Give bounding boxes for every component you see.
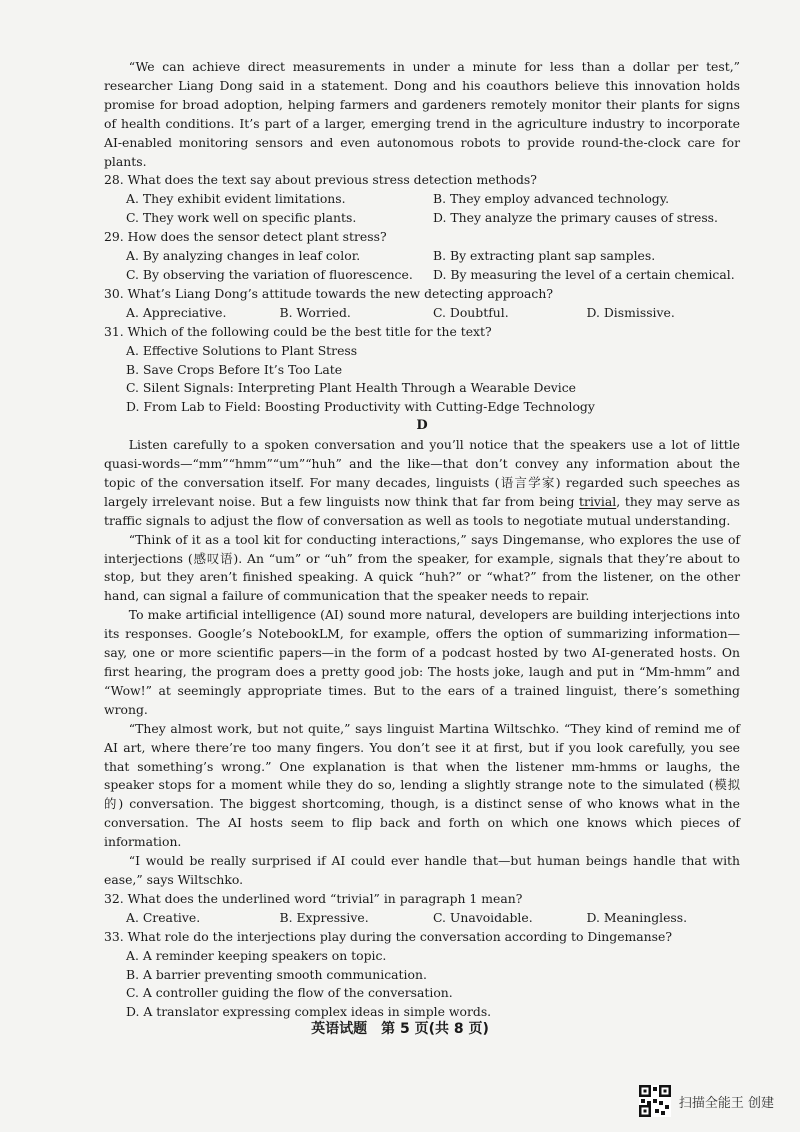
q32-option-b: B. Expressive. bbox=[279, 909, 369, 925]
q30-option-d: D. Dismissive. bbox=[586, 304, 675, 320]
q31-option-b: B. Save Crops Before It’s Too Late bbox=[126, 361, 343, 377]
q33-option-d: D. A translator expressing complex ideas in simple words. bbox=[126, 1004, 492, 1020]
q29-option-c: C. By observing the variation of fluorescence. bbox=[126, 266, 413, 282]
q28-option-d: D. They analyze the primary causes of stress. bbox=[433, 210, 718, 226]
section-d-paragraph-4: “They almost work, but not quite,” says linguist Martina Wiltschko. “They kind of remind me of AI art, where there’re too many fingers. You don’t see it at first, but if you look carefully, you see that something’s wrong.” One explanation is that when the listener mm-hmms or laughs, the speaker stops for a moment while they do so, lending a slightly strange note to the simulated (模拟的) conversation. The biggest shortcoming, though, is a distinct sense of who knows what in the conversation. The AI hosts seem to flip back and forth on which one knows which pieces of information. bbox=[104, 720, 740, 850]
q28-option-a: A. They exhibit evident limitations. bbox=[126, 191, 346, 207]
q32-option-a: A. Creative. bbox=[126, 909, 201, 925]
section-d-paragraph-1 bbox=[104, 436, 740, 531]
p1-text-after: , they may serve as traffic signals to adjust the flow of conversation as well as tools to negotiate mutual understanding. bbox=[104, 493, 740, 528]
p1-text-before: Listen carefully to a spoken conversation and you’ll notice that the speakers use a lot of little quasi-words—“mm”“hmm”“um”“huh” and the like—that don’t convey any information about the topic of the conversation itself. For many decades, linguists (语言学家) regarded such speeches as largely irrelevant noise. But a few linguists now think that far from being bbox=[104, 437, 740, 509]
q29-option-b: B. By extracting plant sap samples. bbox=[433, 248, 656, 264]
scanner-watermark bbox=[639, 1085, 774, 1117]
section-d-paragraph-3: To make artificial intelligence (AI) sound more natural, developers are building interjections into its responses. Google’s NotebookLM, for example, offers the option of summarizing information—say, one or more scientific papers—in the form of a podcast hosted by two AI-generated hosts. On first hearing, the program does a pretty good job: The hosts joke, laugh and put in “Mm-hmm” and “Wow!” at seemingly appropriate times. But to the ears of a trained linguist, there’s something wrong. bbox=[104, 607, 740, 717]
question-31-options bbox=[104, 342, 740, 418]
q31-option-c: C. Silent Signals: Interpreting Plant Health Through a Wearable Device bbox=[126, 380, 577, 396]
section-d-paragraph-2: “Think of it as a tool kit for conducting interactions,” says Dingemanse, who explores the use of interjections (感叹语). An “um” or “uh” from the speaker, for example, signals that they’re about to stop, but they aren’t finished speaking. A quick “huh?” or “what?” from the listener, on the other hand, can signal a failure of communication that the speaker needs to repair. bbox=[104, 531, 740, 604]
q33-option-a: A. A reminder keeping speakers on topic. bbox=[126, 947, 387, 963]
q31-option-a: A. Effective Solutions to Plant Stress bbox=[126, 342, 358, 358]
section-d-heading: D bbox=[416, 418, 428, 434]
q32-option-d: D. Meaningless. bbox=[586, 909, 688, 925]
question-33-options bbox=[104, 947, 740, 1023]
question-29-stem: 29. How does the sensor detect plant stress? bbox=[104, 229, 387, 245]
underlined-word-trivial: trivial bbox=[579, 493, 617, 509]
question-30-stem: 30. What’s Liang Dong’s attitude towards the new detecting approach? bbox=[104, 285, 553, 301]
q29-option-a: A. By analyzing changes in leaf color. bbox=[126, 248, 361, 264]
q30-option-c: C. Doubtful. bbox=[433, 304, 509, 320]
question-30-options bbox=[104, 304, 740, 323]
q31-option-d: D. From Lab to Field: Boosting Productivity with Cutting-Edge Technology bbox=[126, 399, 595, 415]
watermark-text: 扫描全能王 创建 bbox=[678, 1095, 774, 1111]
question-28-options bbox=[104, 190, 740, 228]
qr-code-icon bbox=[639, 1085, 671, 1117]
q32-option-c: C. Unavoidable. bbox=[433, 909, 533, 925]
question-32-options bbox=[104, 909, 740, 928]
question-28-stem: 28. What does the text say about previous stress detection methods? bbox=[104, 172, 537, 188]
page-content bbox=[104, 58, 740, 1022]
section-d-paragraph-5: “I would be really surprised if AI could ever handle that—but human beings handle that with ease,” says Wiltschko. bbox=[104, 853, 740, 887]
question-31-stem: 31. Which of the following could be the best title for the text? bbox=[104, 323, 492, 339]
q30-option-b: B. Worried. bbox=[279, 304, 351, 320]
q33-option-c: C. A controller guiding the flow of the conversation. bbox=[126, 985, 453, 1001]
question-29-options bbox=[104, 247, 740, 285]
q28-option-c: C. They work well on specific plants. bbox=[126, 210, 357, 226]
question-33-stem: 33. What role do the interjections play during the conversation according to Dingemanse? bbox=[104, 928, 672, 944]
q33-option-b: B. A barrier preventing smooth communication. bbox=[126, 966, 427, 982]
passage-c-paragraph: “We can achieve direct measurements in under a minute for less than a dollar per test,” researcher Liang Dong said in a statement. Dong and his coauthors believe this innovation holds promise for broad adoption, helping farmers and gardeners remotely monitor their plants for signs of health conditions. It’s part of a larger, emerging trend in the agriculture industry to incorporate AI-enabled monitoring sensors and even autonomous robots to provide round-the-clock care for plants. bbox=[104, 59, 740, 169]
q28-option-b: B. They employ advanced technology. bbox=[433, 191, 670, 207]
q29-option-d: D. By measuring the level of a certain chemical. bbox=[433, 266, 735, 282]
question-32-stem: 32. What does the underlined word “trivial” in paragraph 1 mean? bbox=[104, 890, 523, 906]
page-footer: 英语试题 第 5 页(共 8 页) bbox=[311, 1021, 489, 1037]
q30-option-a: A. Appreciative. bbox=[126, 304, 227, 320]
